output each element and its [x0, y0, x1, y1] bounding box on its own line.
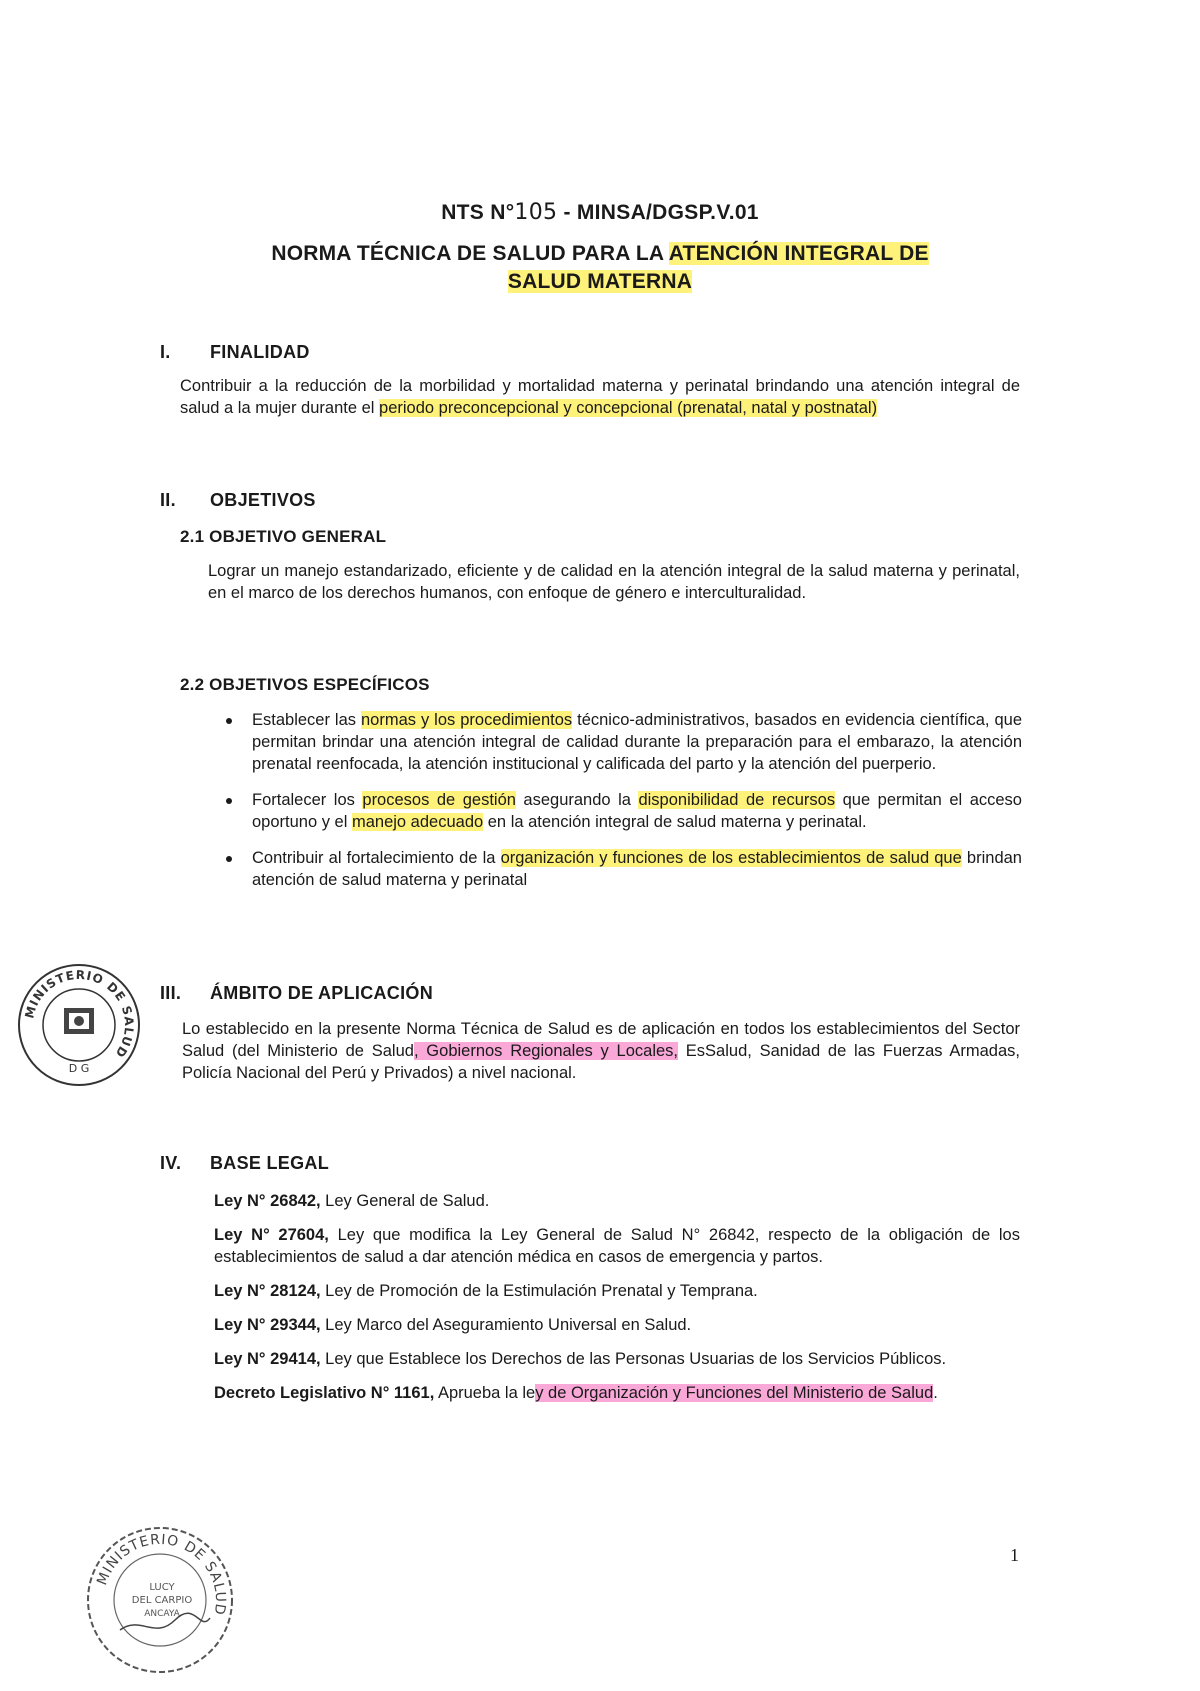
- section-heading-objetivos: [160, 490, 316, 511]
- law-item: [214, 1190, 1020, 1212]
- page-number: 1: [1010, 1545, 1019, 1565]
- document-code: [0, 200, 1200, 225]
- signature-seal-stamp: [80, 1520, 240, 1680]
- seal-name-line: ANCAYA: [144, 1609, 180, 1619]
- item-highlight: disponibilidad de recursos: [638, 791, 836, 809]
- section-heading-finalidad: [160, 342, 310, 363]
- law-text: .: [933, 1384, 938, 1402]
- law-number: Ley N° 26842,: [214, 1192, 321, 1210]
- law-item: [214, 1280, 1020, 1302]
- law-item: [214, 1314, 1020, 1336]
- ambito-paragraph: [182, 1018, 1020, 1084]
- item-text: Establecer las: [252, 711, 361, 729]
- finalidad-highlight: periodo preconcepcional y concepcional (prenatal, natal y postnatal): [379, 399, 878, 417]
- section-title: BASE LEGAL: [210, 1153, 330, 1173]
- base-legal-list: [214, 1190, 1020, 1416]
- code-suffix: - MINSA/DGSP.V.01: [557, 201, 759, 224]
- item-highlight: procesos de gestión: [362, 791, 516, 809]
- title-plain: NORMA TÉCNICA DE SALUD PARA LA: [271, 242, 669, 265]
- seal-bottom-text: D G: [68, 1062, 90, 1075]
- seal-name-line: DEL CARPIO: [131, 1595, 193, 1606]
- item-text: que permitan el acceso oportuno y el: [252, 791, 1022, 831]
- seal-icon: [14, 960, 144, 1090]
- section-title: FINALIDAD: [210, 342, 310, 362]
- item-text: técnico-administrativos, basados en evidencia científica, que permitan brindar una atención integral de calidad durante la preparación para el embarazo, la atención prenatal reenfocada, la atención institucional y calificada del parto y la atención del puerperio.: [252, 711, 1022, 773]
- section-heading-base-legal: [160, 1153, 329, 1174]
- item-text: en la atención integral de salud materna y perinatal.: [483, 813, 867, 831]
- section-title: ÁMBITO DE APLICACIÓN: [210, 983, 434, 1003]
- subheading-objetivo-general: 2.1 OBJETIVO GENERAL: [180, 527, 387, 546]
- code-handwritten-number: 105: [514, 200, 558, 225]
- ambito-text: EsSalud, Sanidad de las Fuerzas Armadas, Policía Nacional del Perú y Privados) a nivel nacional.: [182, 1042, 1020, 1082]
- code-prefix: NTS N°: [441, 201, 515, 224]
- law-text: Aprueba la le: [434, 1384, 536, 1402]
- law-text: Ley Marco del Aseguramiento Universal en Salud.: [320, 1316, 692, 1334]
- law-text: Ley que modifica la Ley General de Salud N° 26842, respecto de la obligación de los establecimientos de salud a dar atención médica en casos de emergencia y partos.: [214, 1226, 1020, 1266]
- title-highlight-1: ATENCIÓN INTEGRAL DE: [668, 242, 929, 265]
- seal-ring-text: MINISTERIO DE SALUD: [94, 1531, 229, 1617]
- section-number: III.: [160, 983, 182, 1003]
- law-highlight: y de Organización y Funciones del Ministerio de Salud: [535, 1384, 934, 1402]
- list-item: [222, 789, 1022, 833]
- finalidad-text: Contribuir a la reducción de la morbilidad y mortalidad materna y perinatal brindando una atención integral de salud a la mujer durante el: [180, 377, 1020, 417]
- section-title: OBJETIVOS: [210, 490, 316, 510]
- law-number: Ley N° 29344,: [214, 1316, 321, 1334]
- objetivos-especificos-list: [222, 709, 1022, 905]
- law-text: Ley de Promoción de la Estimulación Prenatal y Temprana.: [320, 1282, 758, 1300]
- finalidad-paragraph: [180, 375, 1020, 419]
- law-item: [214, 1348, 1020, 1370]
- item-text: Contribuir al fortalecimiento de la: [252, 849, 501, 867]
- item-text: Fortalecer los: [252, 791, 363, 809]
- document-title: [200, 240, 1000, 296]
- item-text: asegurando la: [515, 791, 639, 809]
- item-highlight: manejo adecuado: [351, 813, 484, 831]
- law-item: [214, 1224, 1020, 1268]
- objetivo-general-paragraph: Lograr un manejo estandarizado, eficiente y de calidad en la atención integral de la salud materna y perinatal, en el marco de los derechos humanos, con enfoque de género e interculturalidad.: [208, 562, 1020, 602]
- seal-icon: [80, 1520, 240, 1680]
- section-heading-ambito: [160, 983, 433, 1004]
- list-item: [222, 847, 1022, 891]
- seal-name-line: LUCY: [149, 1582, 175, 1593]
- seal-ring-text: MINISTERIO DE SALUD: [22, 967, 137, 1061]
- ambito-text: Lo establecido en la presente Norma Técnica de Salud es de aplicación en todos los establecimientos del Sector Salud (del Ministerio de Salud: [182, 1020, 1020, 1060]
- law-number: Ley N° 29414,: [214, 1350, 321, 1368]
- law-number: Decreto Legislativo N° 1161,: [214, 1384, 435, 1402]
- item-text: brindan atención de salud materna y perinatal: [252, 849, 1022, 889]
- section-number: I.: [160, 342, 171, 362]
- item-highlight: organización y funciones de los establecimientos de salud que: [500, 849, 962, 867]
- law-text: Ley General de Salud.: [320, 1192, 490, 1210]
- law-number: Ley N° 28124,: [214, 1282, 321, 1300]
- subheading-objetivos-especificos: 2.2 OBJETIVOS ESPECÍFICOS: [180, 675, 430, 694]
- law-number: Ley N° 27604,: [214, 1226, 329, 1244]
- ministry-seal-stamp: [14, 960, 144, 1090]
- ambito-highlight: , Gobiernos Regionales y Locales,: [413, 1042, 679, 1060]
- title-highlight-2: SALUD MATERNA: [507, 270, 693, 293]
- law-item: [214, 1382, 1020, 1404]
- list-item: [222, 709, 1022, 775]
- section-number: IV.: [160, 1153, 182, 1173]
- section-number: II.: [160, 490, 176, 510]
- item-highlight: normas y los procedimientos: [360, 711, 573, 729]
- law-text: Ley que Establece los Derechos de las Personas Usuarias de los Servicios Públicos.: [320, 1350, 947, 1368]
